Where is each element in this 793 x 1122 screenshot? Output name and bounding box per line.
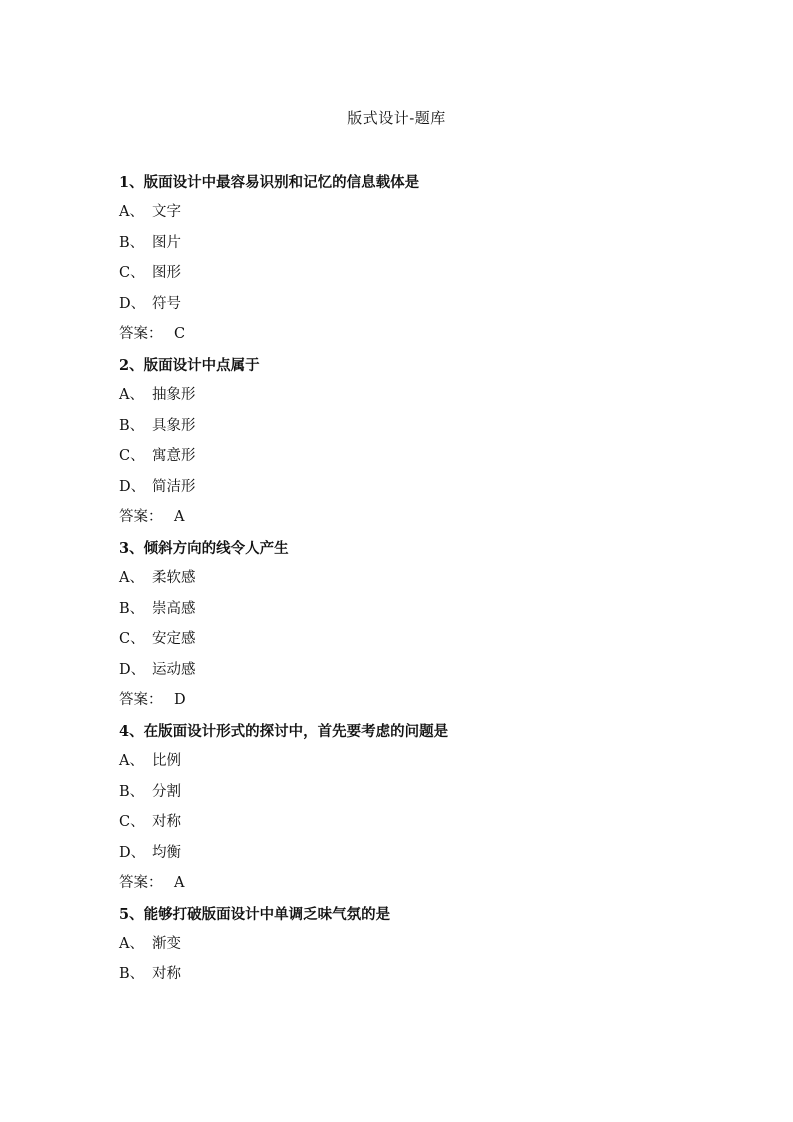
option-b: [119, 232, 719, 255]
option-c: [119, 811, 719, 834]
option-text: 均衡: [152, 844, 181, 861]
option-letter: B、: [119, 783, 145, 800]
option-text: 运动感: [152, 661, 196, 678]
option-text: 对称: [152, 966, 181, 983]
option-text: 比例: [152, 752, 181, 769]
option-letter: A、: [119, 204, 144, 220]
option-b: [119, 598, 719, 621]
option-letter: B、: [119, 600, 145, 617]
option-letter: B、: [119, 966, 145, 983]
option-b: [119, 781, 719, 804]
question-title: 3、倾斜方向的线令人产生: [119, 539, 289, 557]
option-text: 具象形: [152, 417, 196, 434]
option-text: 柔软感: [152, 569, 196, 586]
option-text: 图片: [152, 234, 181, 251]
answer-label: 答案：: [119, 692, 163, 709]
option-letter: B、: [119, 417, 145, 434]
question-title: 1、版面设计中最容易识别和记忆的信息载体是: [119, 174, 420, 191]
option-a: [119, 201, 719, 224]
question-5: [119, 903, 719, 987]
question-3: [119, 537, 719, 712]
option-text: 寓意形: [152, 448, 196, 465]
option-c: [119, 262, 719, 285]
option-letter: D、: [119, 661, 146, 678]
answer-value: A: [174, 875, 185, 892]
answer-label: 答案：: [119, 326, 163, 343]
option-a: [119, 933, 719, 956]
option-a: [119, 750, 719, 773]
answer-line: [119, 323, 719, 346]
option-text: 简洁形: [152, 478, 196, 495]
option-b: [119, 415, 719, 438]
option-letter: D、: [119, 295, 146, 312]
option-text: 对称: [152, 814, 181, 831]
option-c: [119, 445, 719, 468]
option-letter: D、: [119, 844, 146, 861]
question-2: [119, 354, 719, 529]
option-letter: A、: [119, 386, 144, 403]
option-text: 崇高感: [152, 600, 196, 617]
option-d: [119, 293, 719, 316]
option-d: [119, 842, 719, 865]
document-title: 版式设计-题库: [347, 109, 446, 127]
option-text: 分割: [152, 783, 181, 800]
option-text: 符号: [152, 295, 181, 312]
option-text: 抽象形: [152, 386, 196, 403]
question-title: 2、版面设计中点属于: [119, 356, 260, 374]
option-letter: C、: [119, 814, 145, 831]
answer-label: 答案：: [119, 875, 163, 892]
answer-value: A: [174, 509, 185, 526]
option-text: 安定感: [152, 631, 196, 648]
answer-value: D: [174, 692, 186, 709]
option-b: [119, 963, 719, 986]
option-letter: D、: [119, 478, 146, 495]
option-text: 渐变: [152, 935, 181, 952]
question-title: 4、在版面设计形式的探讨中，首先要考虑的问题是: [119, 722, 449, 740]
answer-label: 答案：: [119, 509, 163, 526]
option-letter: A、: [119, 752, 144, 769]
option-a: [119, 384, 719, 407]
option-letter: B、: [119, 234, 145, 251]
answer-line: [119, 506, 719, 529]
answer-line: [119, 872, 719, 895]
question-list: [119, 171, 719, 994]
option-a: [119, 567, 719, 590]
option-letter: A、: [119, 935, 144, 952]
answer-value: C: [174, 326, 186, 343]
option-c: [119, 628, 719, 651]
option-text: 文字: [152, 204, 181, 220]
answer-line: [119, 689, 719, 712]
option-text: 图形: [152, 265, 181, 282]
option-letter: C、: [119, 631, 145, 648]
question-title: 5、能够打破版面设计中单调乏味气氛的是: [119, 905, 391, 923]
option-letter: C、: [119, 448, 145, 465]
option-d: [119, 659, 719, 682]
question-1: [119, 171, 719, 346]
question-4: [119, 720, 719, 895]
option-letter: A、: [119, 569, 144, 586]
option-letter: C、: [119, 265, 145, 282]
option-d: [119, 476, 719, 499]
